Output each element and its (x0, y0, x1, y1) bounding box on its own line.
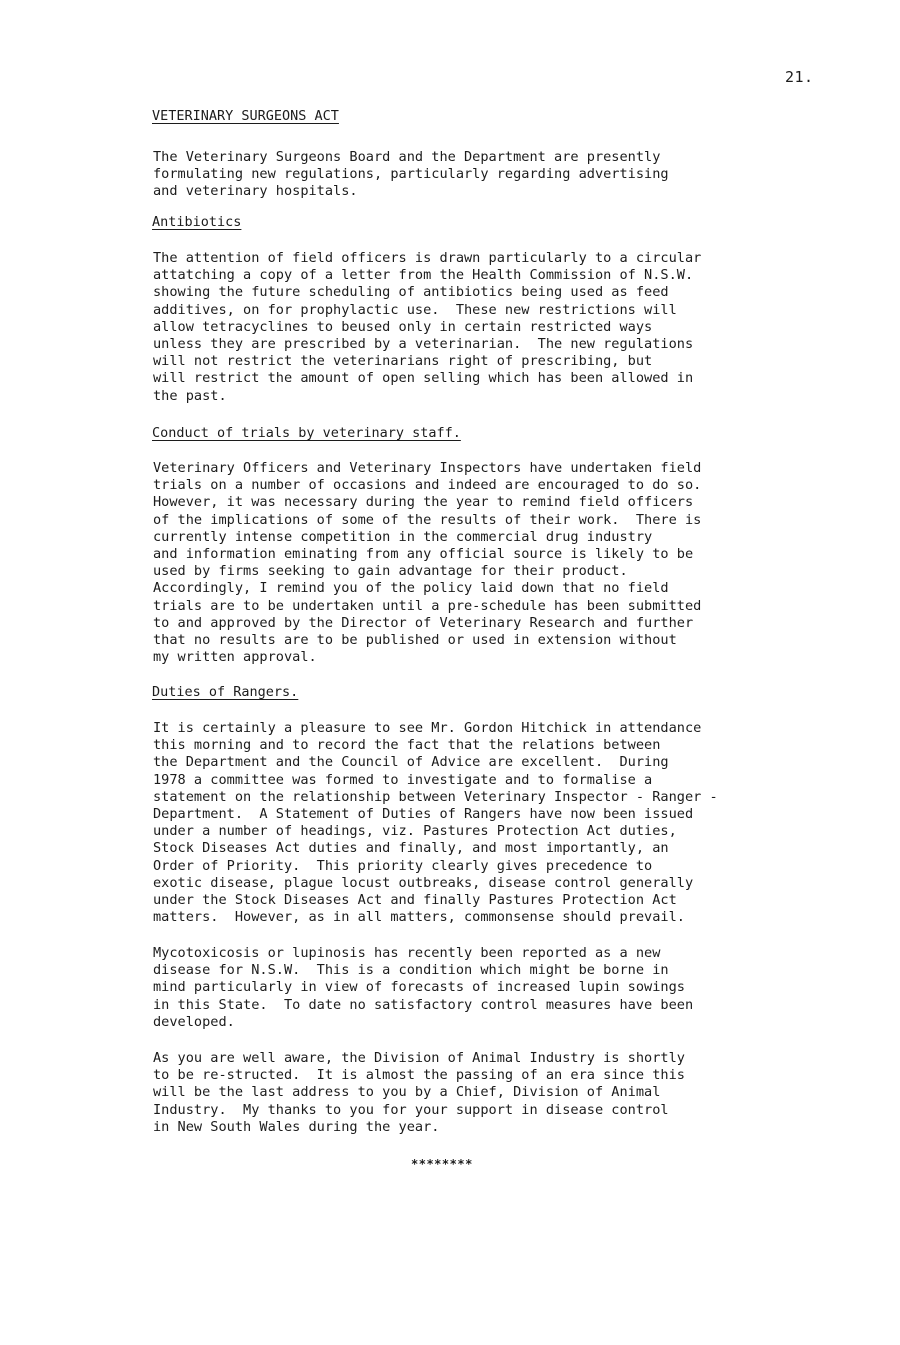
heading-duties-of-rangers: Duties of Rangers. (152, 684, 299, 700)
paragraph-antibiotics: The attention of field officers is drawn particularly to a circular attatching a copy of a letter from the Health Commission of N.S.W. showing the future scheduling of antibiotics being used as feed additives, on for prophylactic use. These new restrictions will allow tetracyclines to beused only in certain restricted ways unless they are prescribed by a veterinarian. The new regulations will not restrict the veterinarians right of prescribing, but will restrict the amount of open selling which has been allowed in the past. (153, 250, 702, 404)
heading-antibiotics: Antibiotics (152, 214, 242, 230)
paragraph-mycotoxicosis: Mycotoxicosis or lupinosis has recently been reported as a new disease for N.S.W. This is a condition which might be borne in mind particularly in view of forecasts of increased lupin sowings in this State. To date no satisfactory control measures have been developed. (153, 945, 694, 1030)
heading-veterinary-surgeons-act: VETERINARY SURGEONS ACT (152, 108, 339, 124)
paragraph-conduct-of-trials: Veterinary Officers and Veterinary Inspectors have undertaken field trials on a number of occasions and indeed are encouraged to do so. However, it was necessary during the year to remind field officers of the implications of some of the results of their work. There is currently intense competition in the commercial drug industry and information eminating from any official source is likely to be used by firms seeking to gain advantage for their product. Accordingly, I remind you of the policy laid down that no field trials are to be undertaken until a pre-schedule has been submitted to and approved by the Director of Veterinary Research and further that no results are to be published or used in extension without my written approval. (153, 460, 702, 666)
end-marker: ******** (411, 1157, 473, 1171)
paragraph-duties-of-rangers: It is certainly a pleasure to see Mr. Gordon Hitchick in attendance this morning and to record the fact that the relations between the Department and the Council of Advice are excellent. During 1978 a committee was formed to investigate and to formalise a statement on the relationship between Veterinary Inspector - Ranger - Department. A Statement of Duties of Rangers have now been issued under a number of headings, viz. Pastures Protection Act duties, Stock Diseases Act duties and finally, and most importantly, an Order of Priority. This priority clearly gives precedence to exotic disease, plague locust outbreaks, disease control generally under the Stock Diseases Act and finally Pastures Protection Act matters. However, as in all matters, commonsense should prevail. (153, 720, 718, 926)
paragraph-veterinary-surgeons-act: The Veterinary Surgeons Board and the Department are presently formulating new regulations, particularly regarding advertising and veterinary hospitals. (153, 149, 669, 200)
page-number: 21. (785, 68, 814, 86)
paragraph-division-restructure: As you are well aware, the Division of Animal Industry is shortly to be re-structed. It is almost the passing of an era since this will be the last address to you by a Chief, Division of Animal Industry. My thanks to you for your support in disease control in New South Wales during the year. (153, 1050, 685, 1135)
heading-conduct-of-trials: Conduct of trials by veterinary staff. (152, 425, 461, 441)
